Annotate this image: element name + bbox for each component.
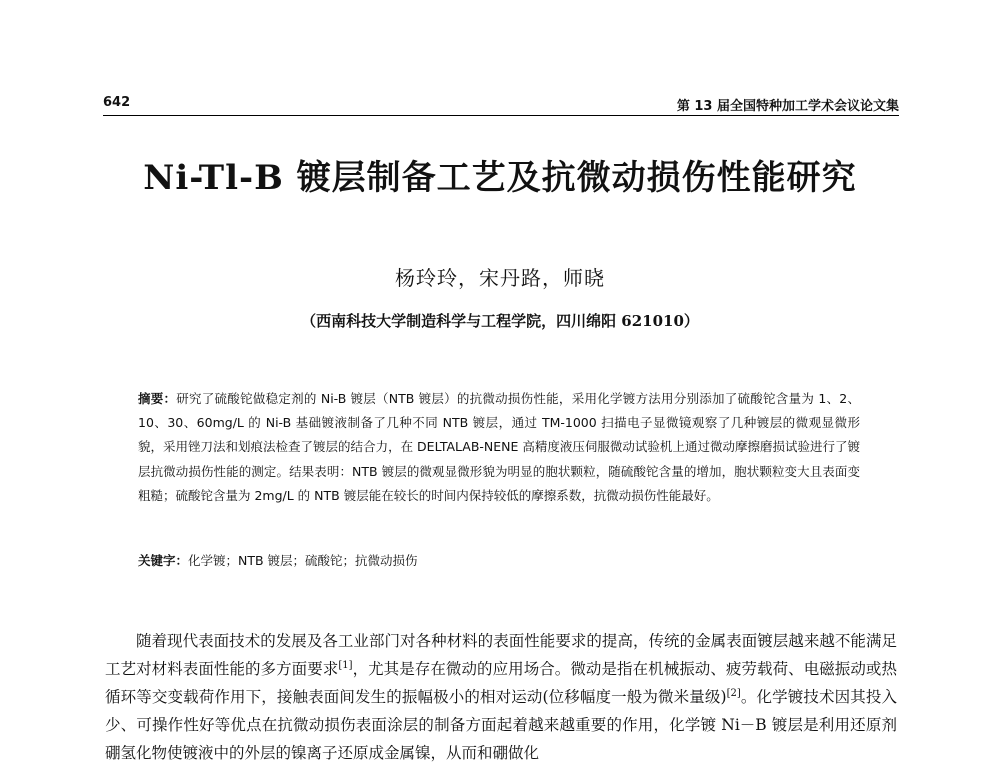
body-text-part-3: 。化学镀技术因其投入少、可操作性好等优点在抗微动损伤表面涂层的制备方面起着越来越重要的作用，化学镀 Ni－B 镀层是利用还原剂硼氢化物使镀液中的外层的镍离子还原成金属镍，从而和硼做化 [105, 688, 897, 762]
affiliation: （西南科技大学制造科学与工程学院，四川绵阳 621010） [301, 312, 699, 330]
keywords-label: 关键字： [138, 553, 189, 568]
running-header [103, 93, 899, 116]
citation-2[interactable]: [2] [726, 687, 741, 699]
keywords [138, 551, 860, 569]
abstract-label: 摘要： [138, 391, 177, 406]
authors: 杨玲玲，宋丹路，师晓 [395, 266, 605, 290]
body-text-part-2: ，尤其是存在微动的应用场合。微动是指在机械振动、疲劳载荷、电磁振动或热循环等交变载荷作用下，接触表面间发生的振幅极小的相对运动(位移幅度一般为微米量级) [105, 660, 897, 706]
page-number: 642 [103, 95, 131, 110]
abstract-text: 研究了硫酸铊做稳定剂的 Ni-B 镀层（NTB 镀层）的抗微动损伤性能，采用化学镀方法用分别添加了硫酸铊含量为 1、2、10、30、60mg/L 的 Ni-B 基础镀液制备了几种不同 NTB 镀层，通过 TM-1000 扫描电子显微镜观察了几种镀层的微观显微形貌，采用锉刀法和划痕法检查了镀层的结合力，在 DELTALAB-NENE 高精度液压伺服微动试验机上通过微动摩擦磨损试验进行了镀层抗微动损伤性能的测定。结果表明：NTB 镀层的微观显微形貌为明显的胞状颗粒，随硫酸铊含量的增加，胞状颗粒变大且表面变粗糙；硫酸铊含量为 2mg/L 的 NTB 镀层能在较长的时间内保持较低的摩擦系数，抗微动损伤性能最好。 [138, 391, 860, 503]
citation-1[interactable]: [1] [338, 659, 353, 671]
body-text-part-1: 随着现代表面技术的发展及各工业部门对各种材料的表面性能要求的提高，传统的金属表面镀层越来越不能满足工艺对材料表面性能的多方面要求 [105, 632, 897, 678]
journal-title: 第 13 届全国特种加工学术会议论文集 [676, 99, 899, 114]
body-text [105, 627, 897, 767]
keywords-text: 化学镀；NTB 镀层；硫酸铊；抗微动损伤 [188, 553, 418, 568]
body-paragraph [105, 627, 897, 767]
paper-title: Ni-Tl-B 镀层制备工艺及抗微动损伤性能研究 [143, 158, 857, 198]
abstract [138, 387, 860, 508]
